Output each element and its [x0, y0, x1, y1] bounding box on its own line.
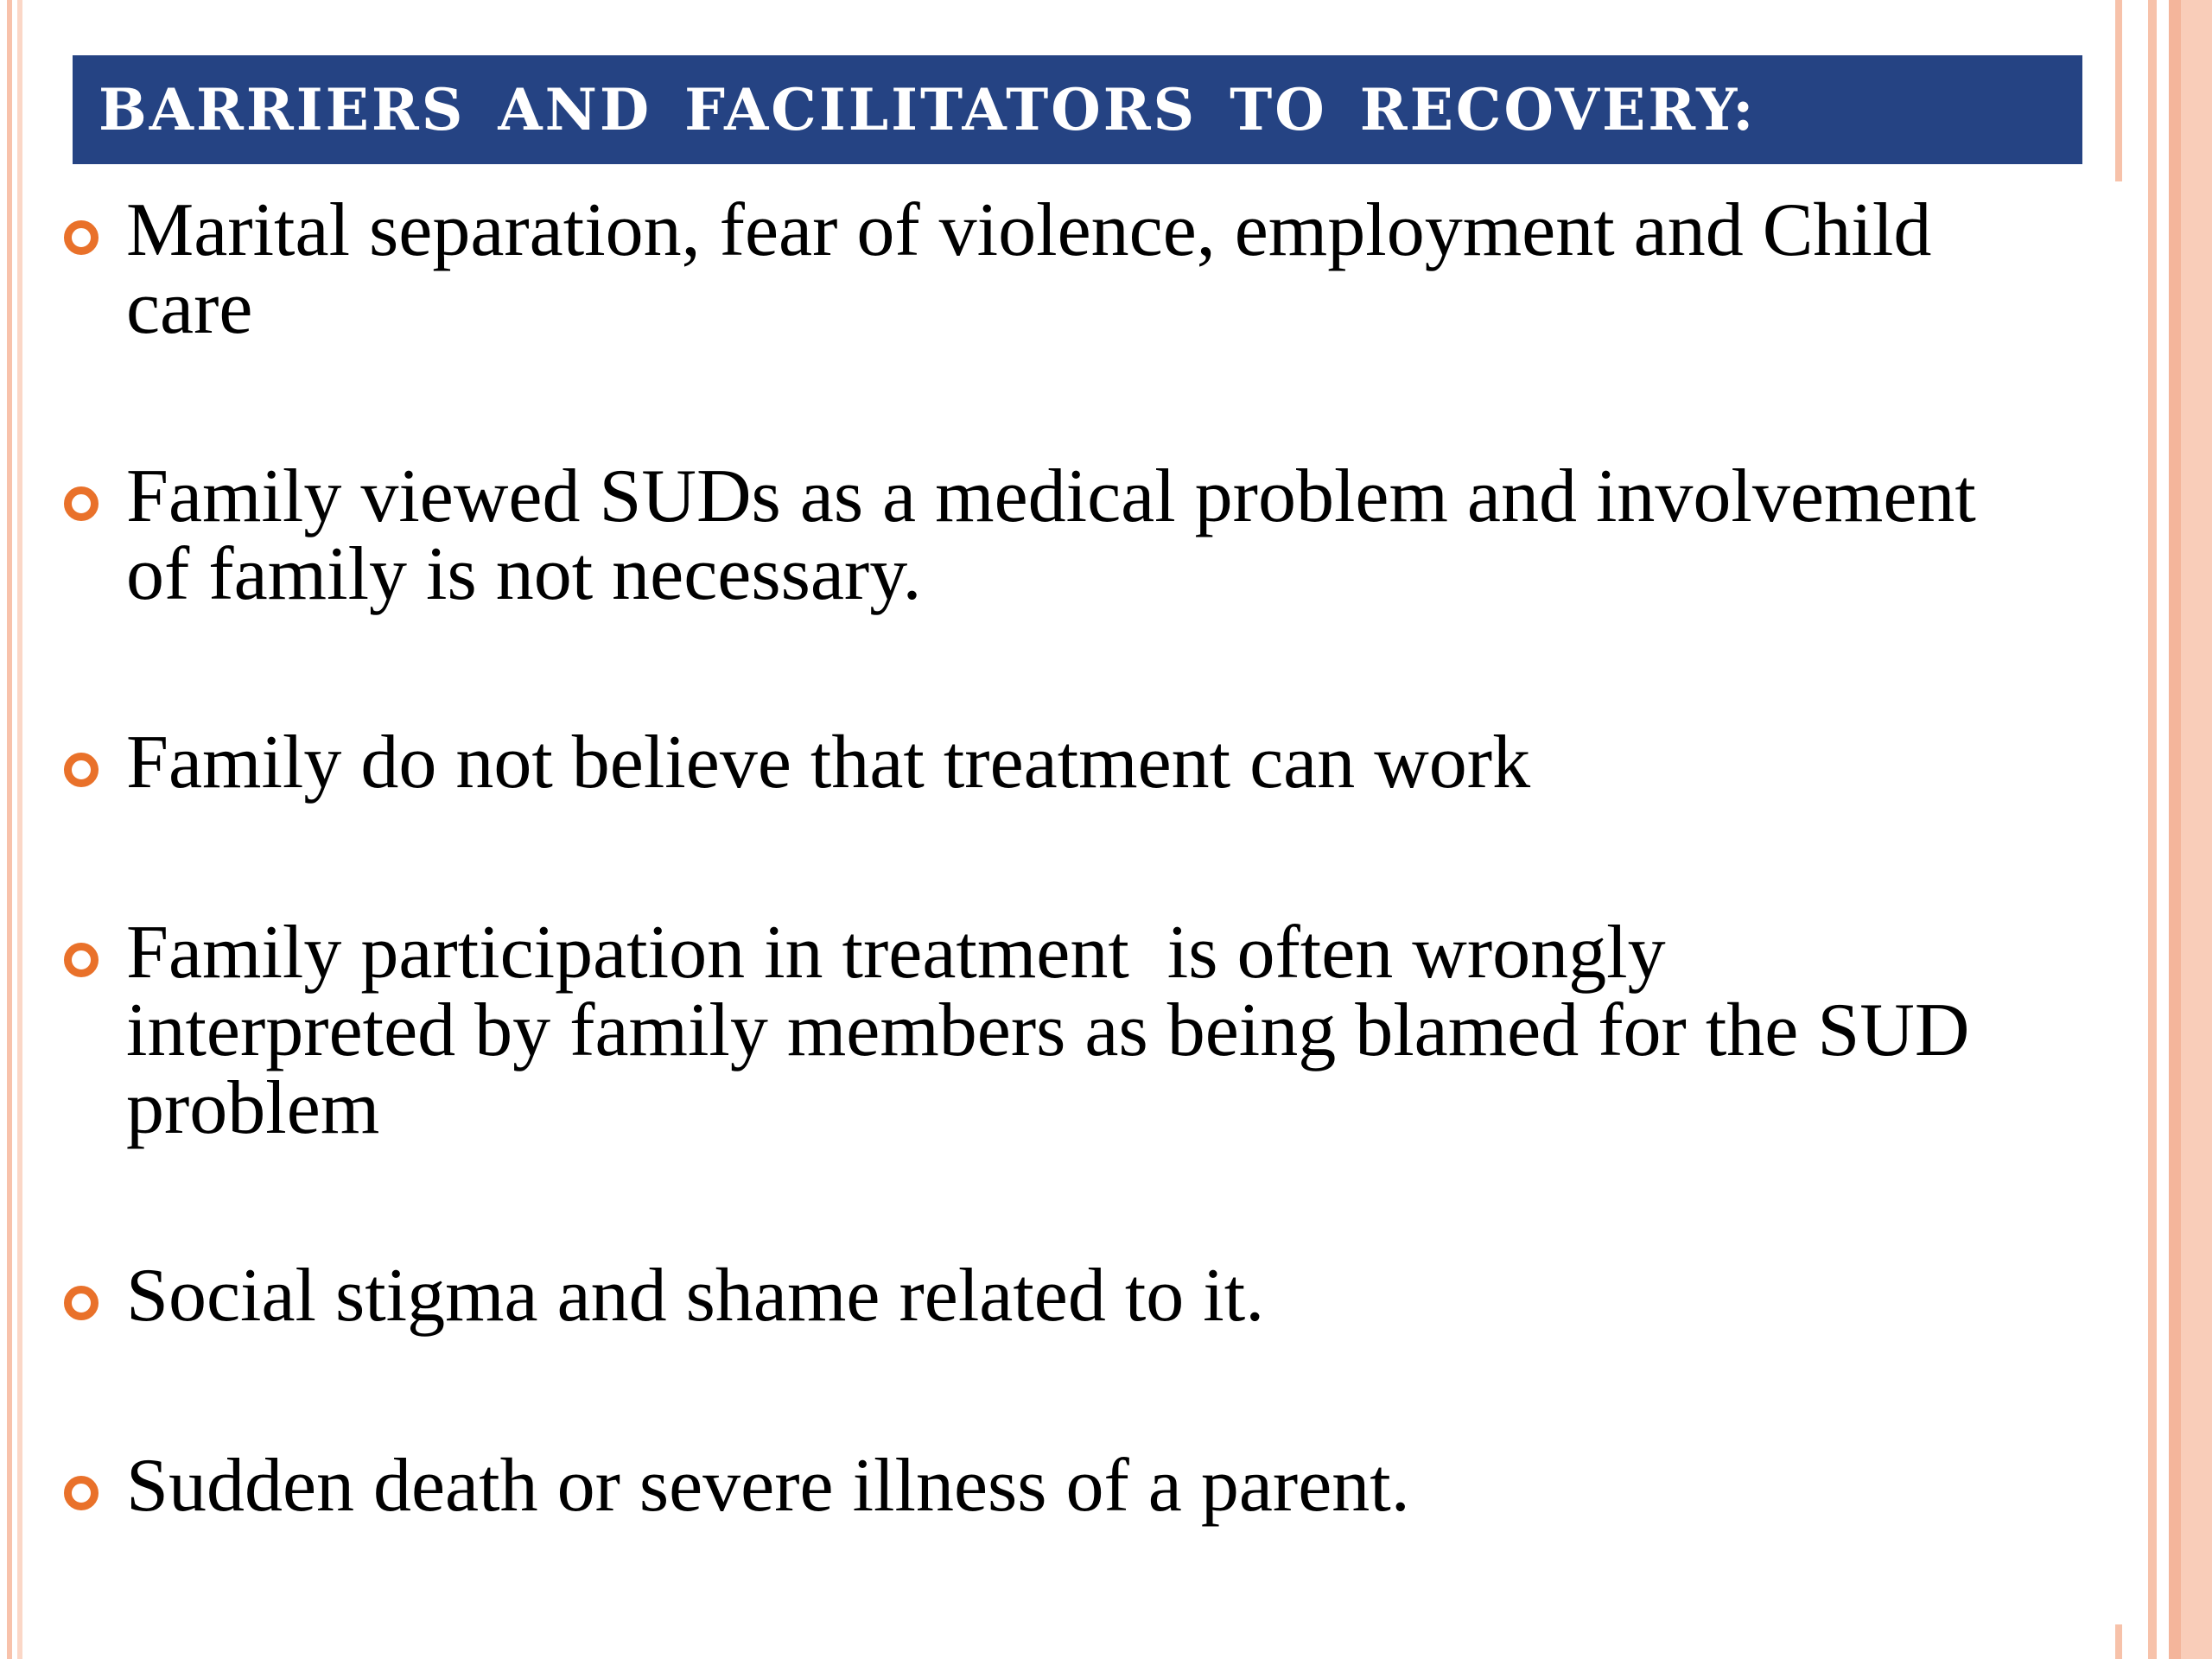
bullet-text: Social stigma and shame related to it. [126, 1254, 1265, 1338]
bullet-item [60, 911, 2117, 1150]
bullet-circle-icon [64, 486, 99, 521]
slide-title: BARRIERS AND FACILITATORS TO RECOVERY: [99, 76, 1757, 143]
bullet-text: Marital separation, fear of violence, employment and Child care [126, 188, 1932, 350]
bullet-text: Family viewed SUDs as a medical problem and involvement of family is not necessary. [126, 454, 1976, 616]
bullet-circle-icon [64, 1286, 99, 1320]
bullet-item [60, 454, 2117, 616]
bullet-item [60, 721, 2117, 804]
bullet-circle-icon [64, 753, 99, 787]
bullet-item [60, 1444, 2117, 1528]
bullet-circle-icon [64, 220, 99, 255]
bullet-text: Family do not believe that treatment can work [126, 721, 1531, 804]
bullet-text: Family participation in treatment is often wrongly interpreted by family members as being blamed for the SUD problem [126, 911, 1970, 1150]
bullet-item [60, 1254, 2117, 1338]
bullet-circle-icon [64, 943, 99, 977]
bullet-text: Sudden death or severe illness of a parent. [126, 1444, 1410, 1528]
bullet-circle-icon [64, 1476, 99, 1510]
bullet-item [60, 188, 2117, 350]
